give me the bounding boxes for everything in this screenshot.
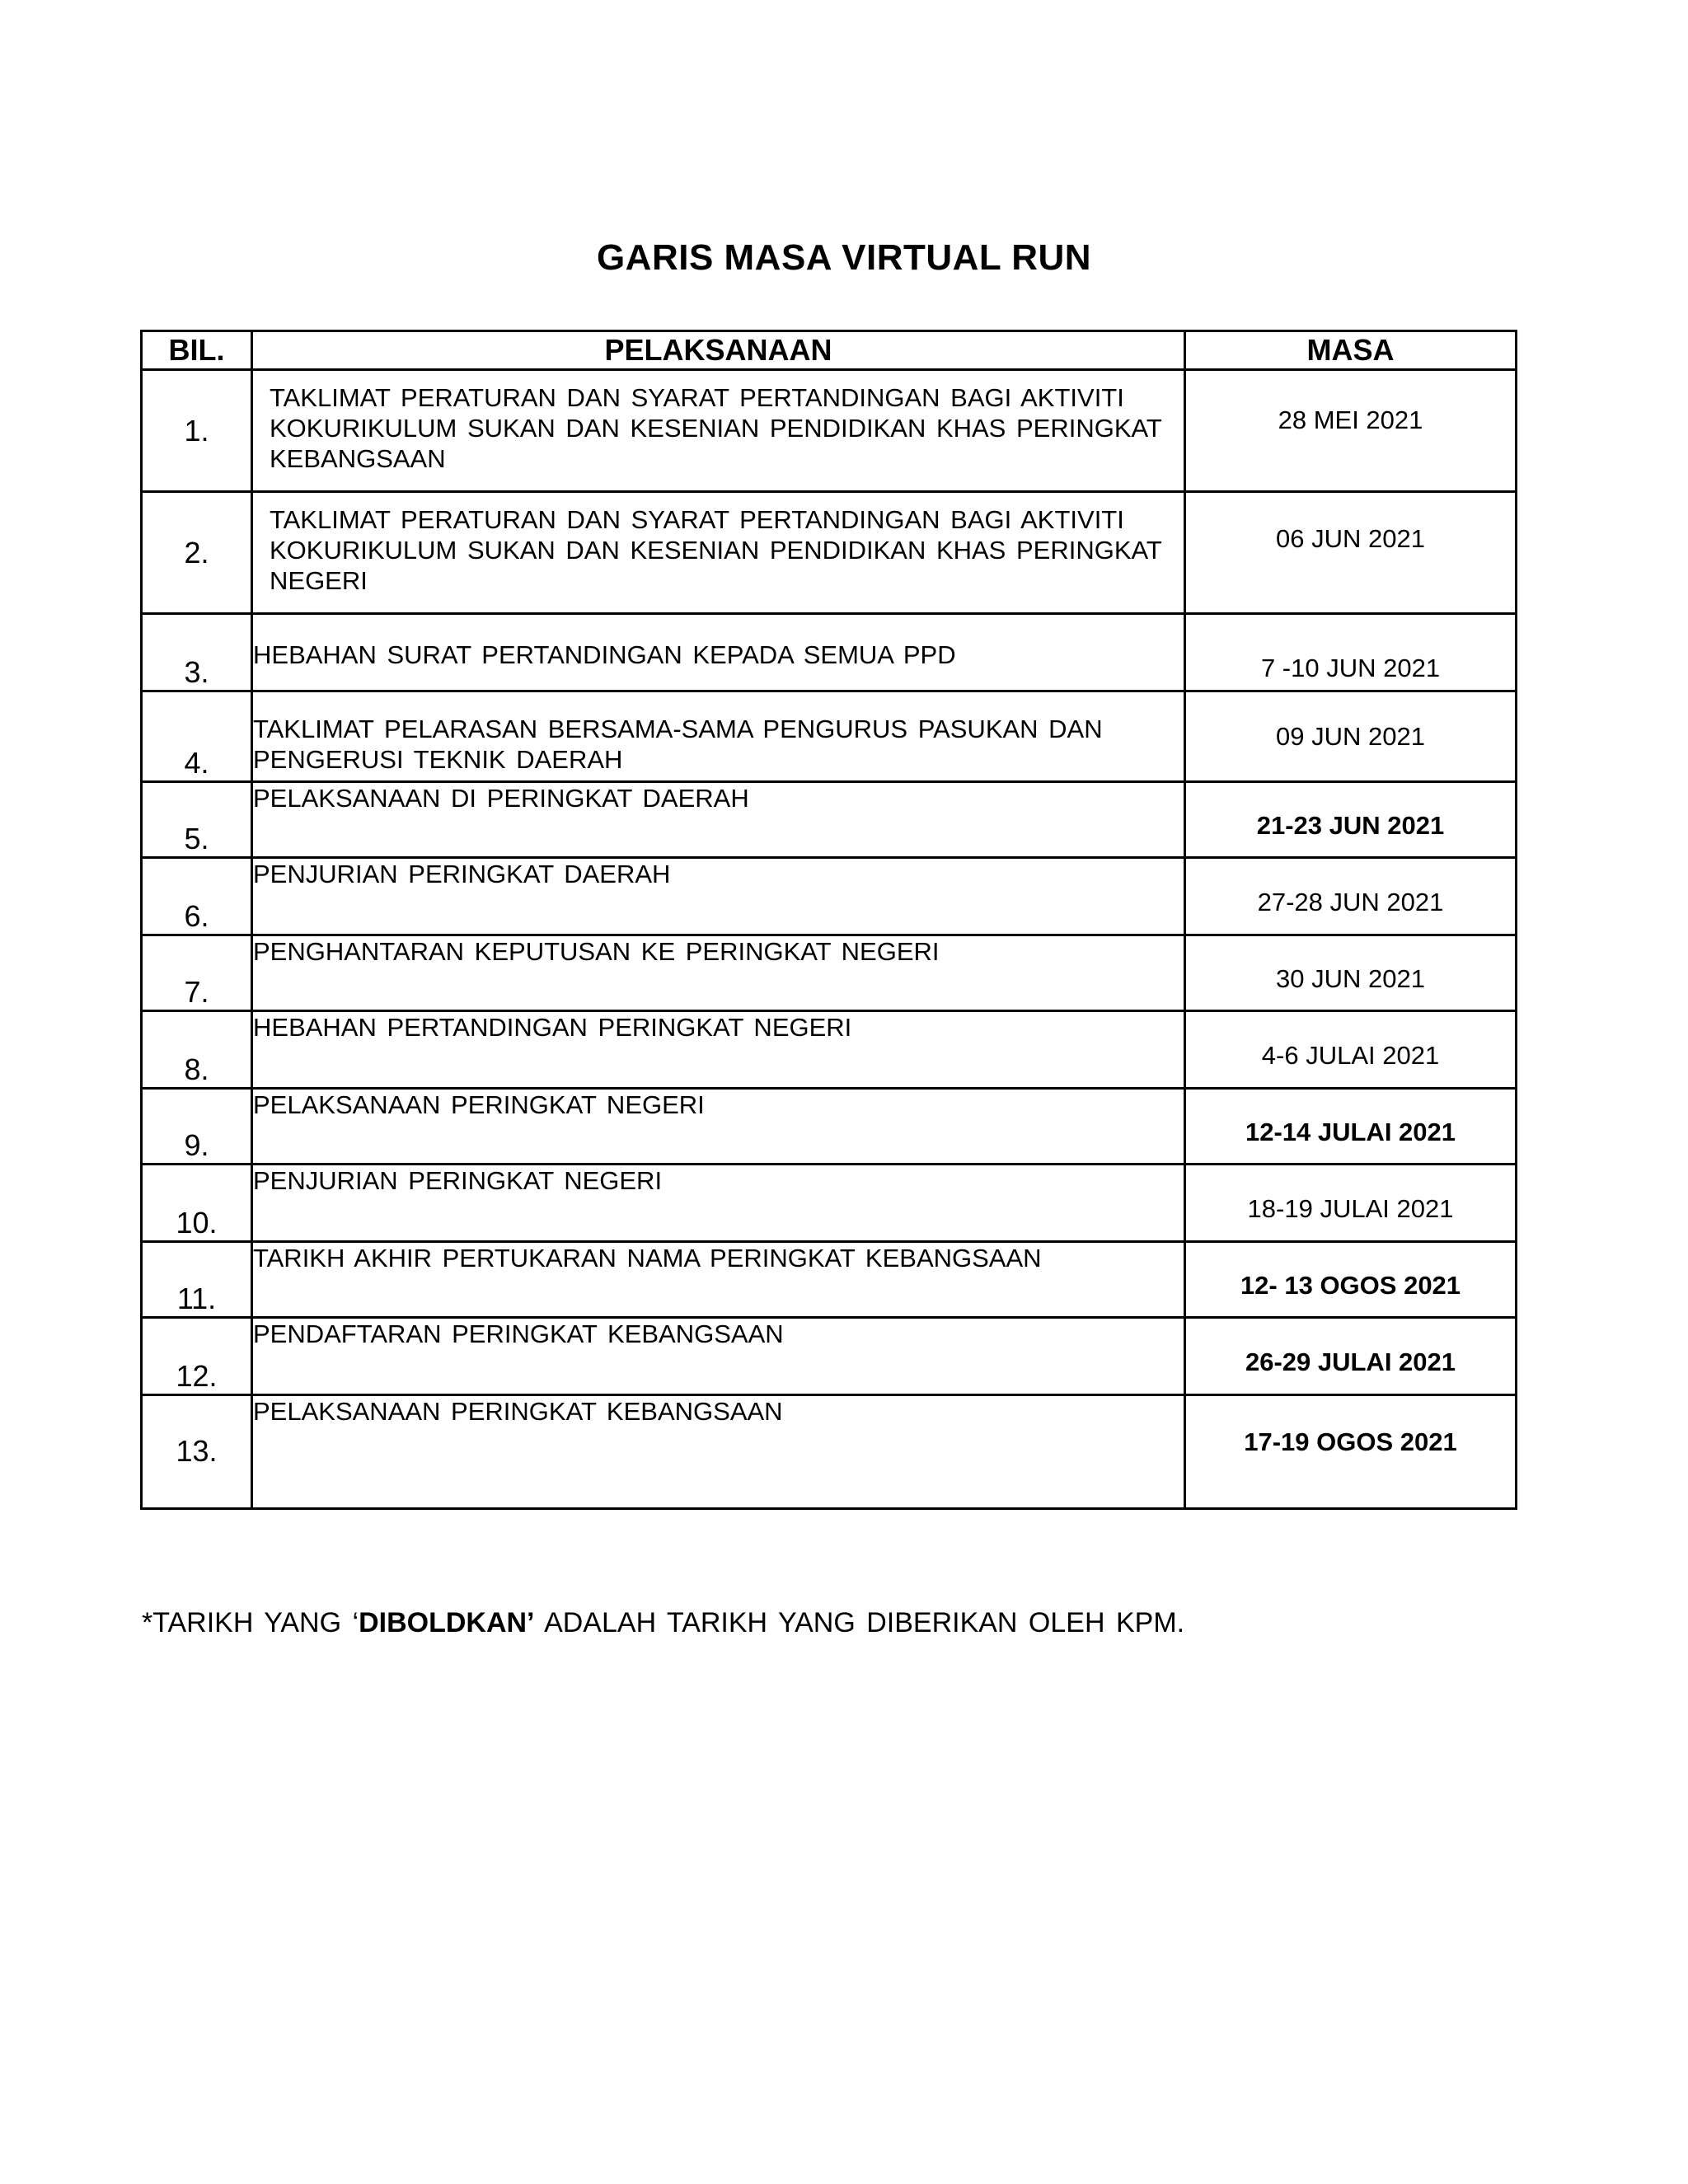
row-number: 2. — [142, 492, 252, 614]
table-row — [142, 370, 1517, 492]
table-row — [142, 492, 1517, 614]
row-number: 12. — [142, 1318, 252, 1395]
row-date: 30 JUN 2021 — [1185, 935, 1517, 1011]
footnote-bold: DIBOLDKAN’ — [359, 1607, 535, 1638]
table-header-row — [142, 331, 1517, 370]
row-activity: TAKLIMAT PERATURAN DAN SYARAT PERTANDINGAN BAGI AKTIVITI KOKURIKULUM SUKAN DAN KESENIAN PENDIDIKAN KHAS PERINGKAT NEGERI — [252, 492, 1185, 614]
table-row — [142, 1242, 1517, 1318]
row-date: 12- 13 OGOS 2021 — [1185, 1242, 1517, 1318]
table-row — [142, 858, 1517, 935]
header-pelaksanaan: PELAKSANAAN — [252, 331, 1185, 370]
row-number: 11. — [142, 1242, 252, 1318]
row-number: 8. — [142, 1011, 252, 1089]
row-number: 10. — [142, 1165, 252, 1242]
header-bil: BIL. — [142, 331, 252, 370]
row-number: 6. — [142, 858, 252, 935]
table-row — [142, 1089, 1517, 1165]
row-date: 21-23 JUN 2021 — [1185, 782, 1517, 858]
row-date: 12-14 JULAI 2021 — [1185, 1089, 1517, 1165]
row-number: 7. — [142, 935, 252, 1011]
row-activity: PELAKSANAAN PERINGKAT KEBANGSAAN — [252, 1395, 1185, 1509]
header-masa: MASA — [1185, 331, 1517, 370]
row-activity: PENGHANTARAN KEPUTUSAN KE PERINGKAT NEGERI — [252, 935, 1185, 1011]
row-activity: TAKLIMAT PELARASAN BERSAMA-SAMA PENGURUS PASUKAN DAN PENGERUSI TEKNIK DAERAH — [252, 691, 1185, 782]
row-number: 13. — [142, 1395, 252, 1509]
row-date: 7 -10 JUN 2021 — [1185, 614, 1517, 691]
timeline-table — [140, 330, 1517, 1510]
table-row — [142, 1165, 1517, 1242]
row-activity: TAKLIMAT PERATURAN DAN SYARAT PERTANDINGAN BAGI AKTIVITI KOKURIKULUM SUKAN DAN KESENIAN PENDIDIKAN KHAS PERINGKAT KEBANGSAAN — [252, 370, 1185, 492]
row-number: 3. — [142, 614, 252, 691]
table-row — [142, 1395, 1517, 1509]
row-activity: PENDAFTARAN PERINGKAT KEBANGSAAN — [252, 1318, 1185, 1395]
row-date: 27-28 JUN 2021 — [1185, 858, 1517, 935]
table-row — [142, 935, 1517, 1011]
table-row — [142, 614, 1517, 691]
row-number: 1. — [142, 370, 252, 492]
row-activity: PELAKSANAAN PERINGKAT NEGERI — [252, 1089, 1185, 1165]
row-number: 5. — [142, 782, 252, 858]
row-activity: PENJURIAN PERINGKAT NEGERI — [252, 1165, 1185, 1242]
row-date: 09 JUN 2021 — [1185, 691, 1517, 782]
row-date: 28 MEI 2021 — [1185, 370, 1517, 492]
footnote-suffix: ADALAH TARIKH YANG DIBERIKAN OLEH KPM. — [534, 1607, 1185, 1638]
row-date: 26-29 JULAI 2021 — [1185, 1318, 1517, 1395]
row-date: 4-6 JULAI 2021 — [1185, 1011, 1517, 1089]
table-row — [142, 1318, 1517, 1395]
row-activity: TARIKH AKHIR PERTUKARAN NAMA PERINGKAT KEBANGSAAN — [252, 1242, 1185, 1318]
row-date: 06 JUN 2021 — [1185, 492, 1517, 614]
row-number: 9. — [142, 1089, 252, 1165]
row-activity: PELAKSANAAN DI PERINGKAT DAERAH — [252, 782, 1185, 858]
row-activity: HEBAHAN PERTANDINGAN PERINGKAT NEGERI — [252, 1011, 1185, 1089]
footnote-prefix: *TARIKH YANG ‘ — [142, 1607, 359, 1638]
row-number: 4. — [142, 691, 252, 782]
footnote — [142, 1607, 1184, 1639]
row-activity: PENJURIAN PERINGKAT DAERAH — [252, 858, 1185, 935]
table-row — [142, 782, 1517, 858]
row-activity: HEBAHAN SURAT PERTANDINGAN KEPADA SEMUA PPD — [252, 614, 1185, 691]
row-date: 17-19 OGOS 2021 — [1185, 1395, 1517, 1509]
page-title: GARIS MASA VIRTUAL RUN — [596, 237, 1092, 278]
row-date: 18-19 JULAI 2021 — [1185, 1165, 1517, 1242]
table-row — [142, 1011, 1517, 1089]
table-row — [142, 691, 1517, 782]
